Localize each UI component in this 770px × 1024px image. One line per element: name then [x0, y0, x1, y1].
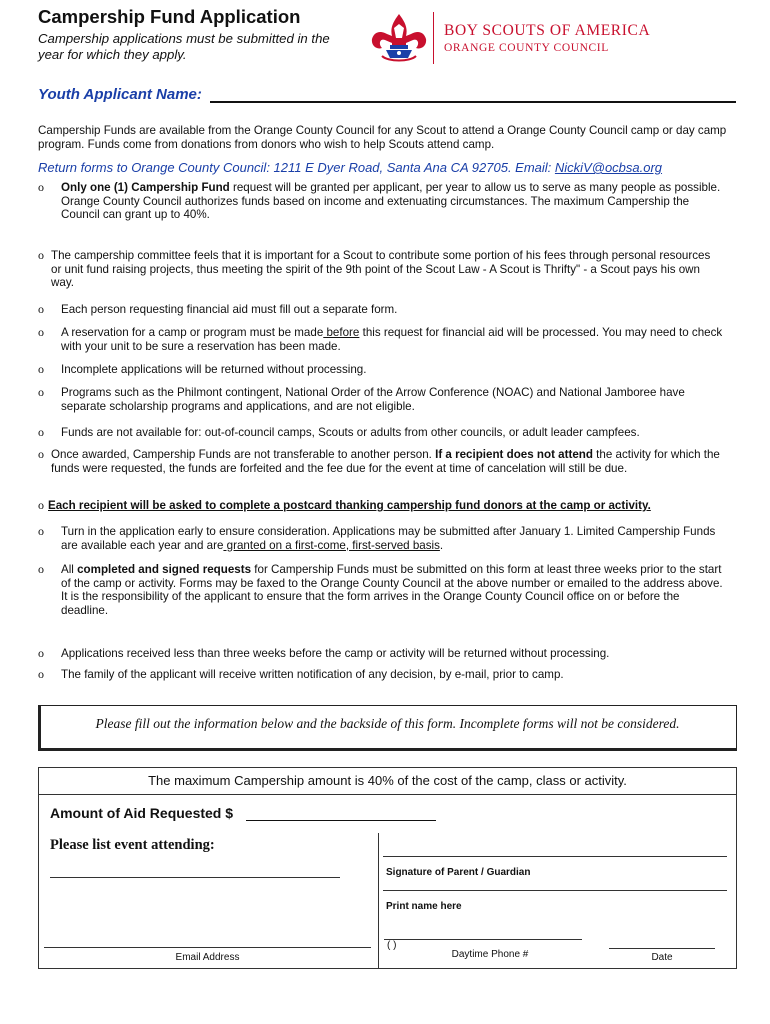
list-item: Each person requesting financial aid must fill out a separate form. [61, 303, 398, 316]
page-subtitle: Campership applications must be submitted in the year for which they apply. [38, 31, 330, 62]
phone-label: Daytime Phone # [451, 949, 529, 960]
bullet-icon: o [38, 562, 44, 576]
bullet-icon: o [38, 385, 44, 399]
return-text: Return forms to Orange County Council: 1211 E Dyer Road, Santa Ana CA 92705. Email: [38, 160, 555, 175]
list-item: All completed and signed requests for Campership Funds must be submitted on this form at least three weeks prior to the start of the camp or activity. Forms may be faxed to the Orange County Council at the above number or emailed to the address above. It is the responsibility of the applicant to ensure that the form arrives in the Orange County Council office on or before the deadline. [61, 563, 723, 617]
youth-applicant-name-field[interactable] [210, 101, 736, 103]
max-amount-note: The maximum Campership amount is 40% of the cost of the camp, class or activity. [148, 773, 627, 788]
instruction-note: Please fill out the information below and the backside of this form. Incomplete forms will not be considered. [95, 716, 680, 731]
list-item: A reservation for a camp or program must be made before this request for financial aid will be processed. You may need to check with your unit to be sure a reservation has been made. [61, 326, 723, 353]
list-item: Each recipient will be asked to complete a postcard thanking campership fund donors at the camp or activity. [48, 499, 651, 512]
org-name: BOY SCOUTS OF AMERICA [444, 22, 651, 39]
list-item: Funds are not available for: out-of-council camps, Scouts or adults from other councils, or adult leader campfees. [61, 426, 640, 439]
signature-field[interactable] [383, 856, 727, 857]
email-label: Email Address [175, 952, 240, 963]
bullet-icon: o [38, 425, 44, 439]
list-item: Turn in the application early to ensure consideration. Applications may be submitted after January 1. Limited Campership Funds are available each year and are granted on a first-come, first-served basis. [61, 525, 716, 552]
list-item: Only one (1) Campership Fund request will be granted per applicant, per year to allow us to serve as many people as possible. Orange County Council authorizes funds based on income and extenuating circumstances. The maximum Campership the Council can grant up to 40%. [61, 181, 721, 222]
bullet-icon: o [38, 646, 44, 660]
page-title: Campership Fund Application [38, 6, 301, 27]
bsa-fleur-de-lis-icon [368, 12, 430, 64]
amount-label: Amount of Aid Requested $ [50, 805, 234, 821]
bullet-icon: o [38, 524, 44, 538]
list-item: Applications received less than three weeks before the camp or activity will be returned without processing. [61, 647, 610, 660]
signature-label: Signature of Parent / Guardian [386, 867, 531, 878]
email-field[interactable] [44, 947, 371, 948]
amount-field[interactable] [246, 820, 436, 821]
print-name-label: Print name here [386, 901, 462, 912]
date-label: Date [651, 952, 673, 963]
list-item: Programs such as the Philmont contingent, National Order of the Arrow Conference (NOAC) and National Jamboree have separate scholarship programs and applications, and are not eligible. [61, 386, 685, 413]
phone-area-code: ( ) [387, 940, 397, 951]
bullet-icon: o [38, 498, 44, 512]
phone-field[interactable] [384, 939, 582, 940]
council-name: ORANGE COUNTY COUNCIL [444, 42, 609, 54]
return-address [38, 160, 738, 175]
header-divider [433, 12, 434, 64]
bullet-icon: o [38, 362, 44, 376]
print-name-field[interactable] [383, 890, 727, 891]
list-item: Incomplete applications will be returned without processing. [61, 363, 367, 376]
event-field[interactable] [50, 877, 340, 878]
bullet-icon: o [38, 248, 44, 262]
bullet-icon: o [38, 667, 44, 681]
intro-text: Campership Funds are available from the Orange County Council for any Scout to attend a Orange County Council camp or day camp program. Funds come from donations from donors who wish to help Scouts attend camp. [38, 124, 727, 151]
event-label: Please list event attending: [50, 837, 215, 853]
youth-applicant-label: Youth Applicant Name: [38, 86, 202, 103]
email-link[interactable]: NickiV@ocbsa.org [554, 160, 663, 175]
list-item: The family of the applicant will receive written notification of any decision, by e-mail, prior to camp. [61, 668, 564, 681]
bullet-icon: o [38, 180, 44, 194]
list-item: Once awarded, Campership Funds are not transferable to another person. If a recipient does not attend the activity for which the funds were requested, the funds are forfeited and the fee due for the event at time of cancelation will still be due. [51, 448, 720, 475]
date-field[interactable] [609, 948, 715, 949]
bullet-icon: o [38, 447, 44, 461]
bullet-icon: o [38, 302, 44, 316]
form-divider [378, 833, 379, 968]
bullet-icon: o [38, 325, 44, 339]
list-item: The campership committee feels that it is important for a Scout to contribute some portion of his fees through personal resources or unit fund raising projects, thus meeting the spirit of the 9th point of the Scout Law - A Scout is Thrifty" - a Scout pays his own way. [51, 249, 711, 290]
